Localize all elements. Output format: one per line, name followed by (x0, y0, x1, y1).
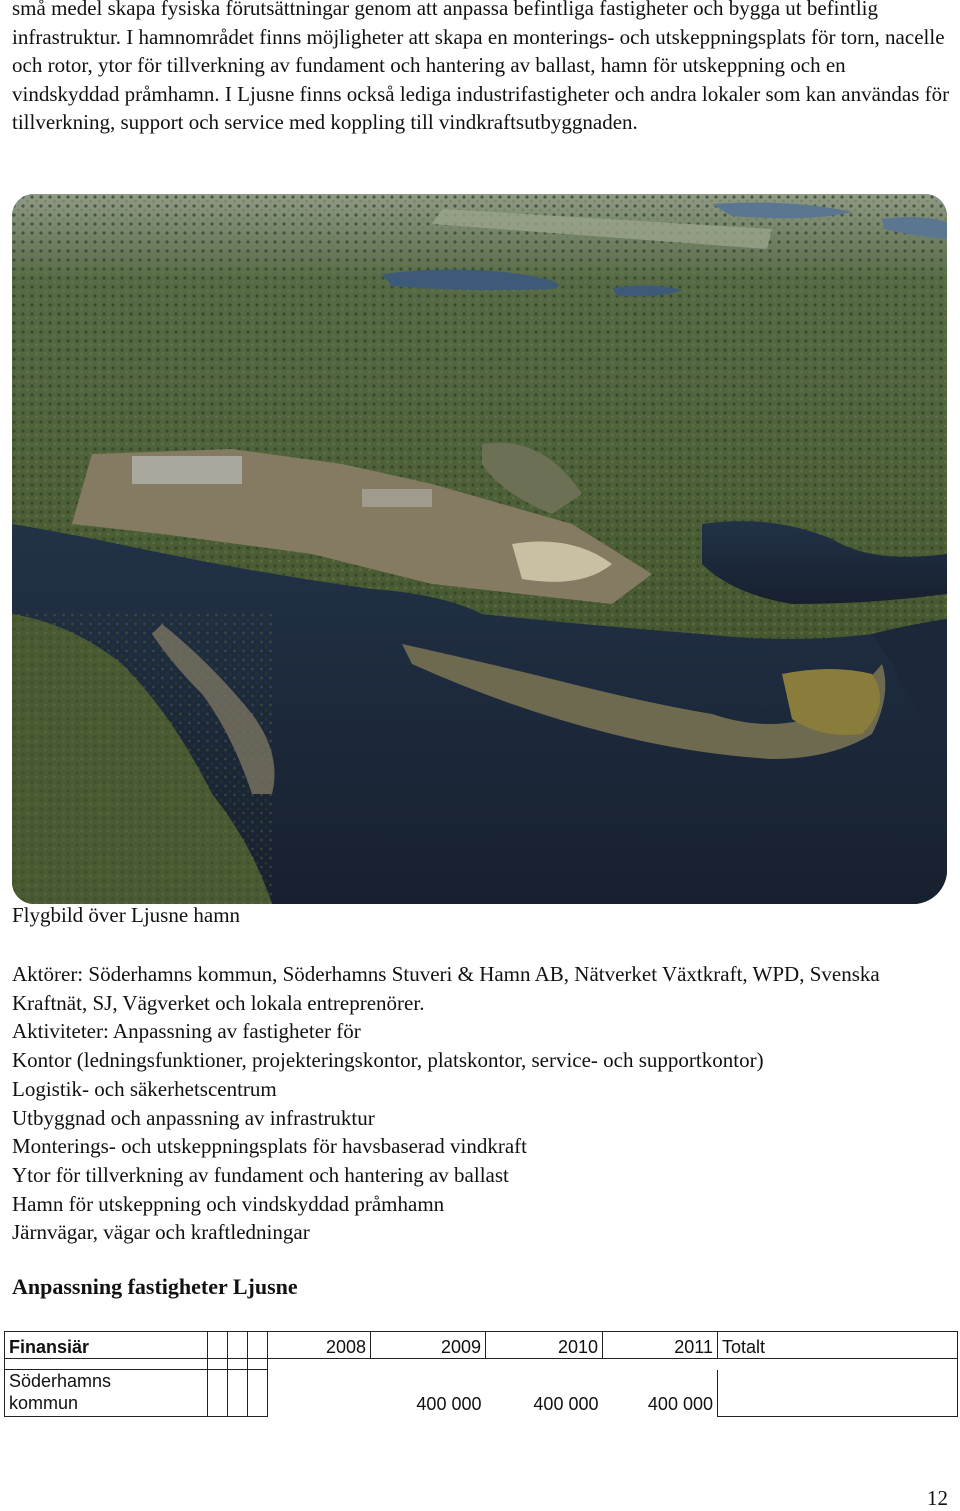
empty-cell (5, 1359, 208, 1370)
actors-text: Aktörer: Söderhamns kommun, Söderhamns Stuveri & Hamn AB, Nätverket Växtkraft, WPD, Svenska Kraftnät, SJ, Vägverket och lokala entreprenörer. (12, 962, 880, 1015)
details-block (12, 960, 952, 1247)
activity-item: Hamn för utskeppning och vindskyddad pråmhamn (12, 1191, 445, 1216)
table-spacer-row (5, 1359, 958, 1370)
empty-cell (208, 1370, 228, 1417)
empty-cell (208, 1359, 228, 1370)
empty-cell (228, 1370, 248, 1417)
financier-line: kommun (9, 1393, 79, 1413)
header-total: Totalt (718, 1332, 958, 1359)
header-2011: 2011 (603, 1332, 718, 1359)
financing-table (4, 1331, 958, 1417)
cell-2011: 400 000 (647, 1393, 713, 1414)
aerial-photo-illustration (12, 194, 947, 904)
activity-item: Kontor (ledningsfunktioner, projekteringskontor, platskontor, service- och supportkontor) (12, 1048, 764, 1073)
activity-item: Logistik- och säkerhetscentrum (12, 1076, 277, 1101)
activity-item: Ytor för tillverkning av fundament och hantering av ballast (12, 1162, 509, 1187)
empty-cell (248, 1370, 268, 1417)
activity-item: Järnvägar, vägar och kraftledningar (12, 1220, 310, 1245)
empty-cell (603, 1359, 718, 1370)
activity-item: Monterings- och utskeppningsplats för havsbaserad vindkraft (12, 1134, 527, 1159)
row-financier (5, 1370, 208, 1417)
financier-line: Söderhamns (9, 1371, 112, 1391)
empty-cell (208, 1332, 228, 1359)
empty-cell (248, 1332, 268, 1359)
activity-item: Utbyggnad och anpassning av infrastruktur (12, 1105, 375, 1130)
empty-cell (486, 1359, 603, 1370)
cell-total (718, 1370, 958, 1417)
photo-caption: Flygbild över Ljusne hamn (12, 903, 241, 927)
header-financier: Finansiär (5, 1332, 208, 1359)
empty-cell (228, 1332, 248, 1359)
aerial-photo (12, 194, 947, 904)
empty-cell (718, 1359, 958, 1370)
empty-cell (248, 1359, 268, 1370)
empty-cell (371, 1359, 486, 1370)
header-2009: 2009 (371, 1332, 486, 1359)
table-header-row (5, 1332, 958, 1359)
section-heading: Anpassning fastigheter Ljusne (12, 1274, 298, 1299)
page-number: 12 (927, 1486, 948, 1510)
intro-paragraph: små medel skapa fysiska förutsättningar genom att anpassa befintliga fastigheter och bygga ut befintlig infrastruktur. I hamnområdet finns möjligheter att skapa en monterings- och utskeppningsplats för torn, nacelle och rotor, ytor för tillverkning av fundament och hantering av ballast, hamn för utskeppning och en vindskyddad pråmhamn. I Ljusne finns också lediga industrifastigheter och andra lokaler som kan användas för tillverkning, support och service med koppling till vindkraftsutbyggnaden. (12, 0, 950, 134)
cell-2008 (268, 1370, 371, 1417)
cell-2010: 400 000 (533, 1393, 599, 1414)
activities-title: Aktiviteter: Anpassning av fastigheter för (12, 1019, 361, 1044)
header-2010: 2010 (486, 1332, 603, 1359)
empty-cell (268, 1359, 371, 1370)
header-2008: 2008 (268, 1332, 371, 1359)
table-row (5, 1370, 958, 1417)
cell-2009: 400 000 (416, 1393, 482, 1414)
empty-cell (228, 1359, 248, 1370)
